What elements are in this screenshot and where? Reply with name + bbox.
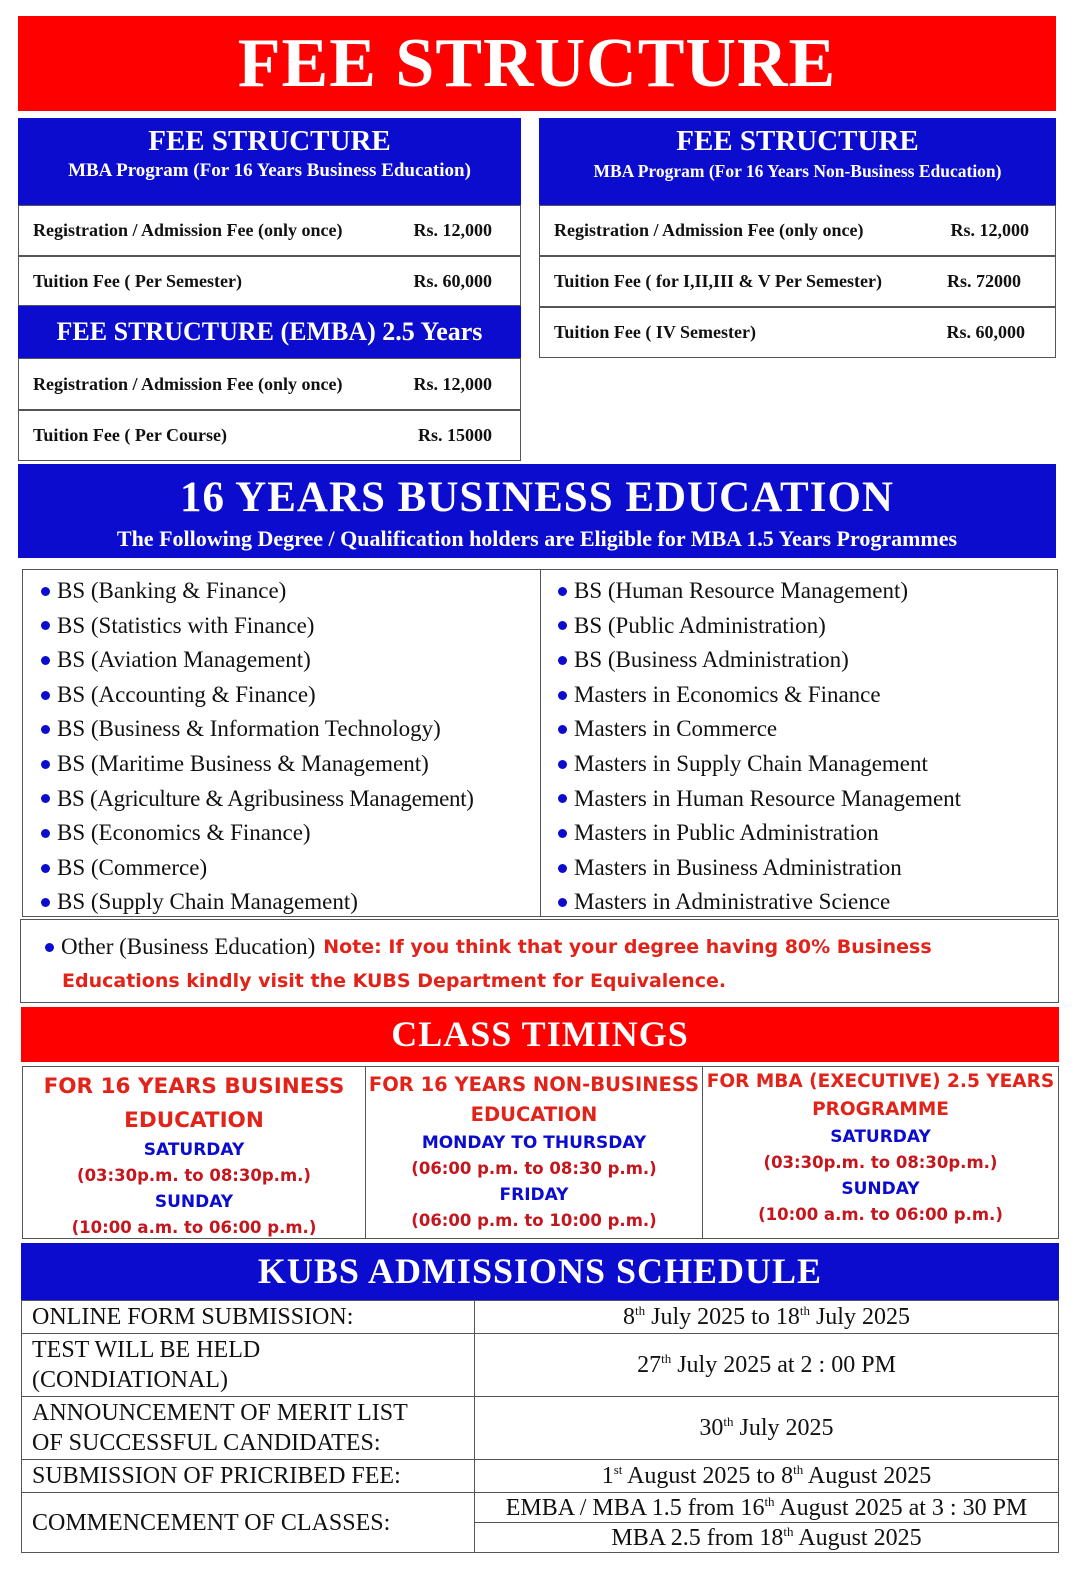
list-item [558, 712, 1057, 747]
business-education-header [18, 464, 1056, 558]
date-rest: August 2025 at 3 : 30 PM [779, 1494, 1028, 1521]
bullet-icon [41, 898, 50, 907]
fee-label: Registration / Admission Fee (only once) [33, 373, 343, 394]
fee-row [18, 205, 521, 256]
fee-label: Registration / Admission Fee (only once) [554, 220, 864, 240]
list-item [558, 782, 1057, 817]
schedule-label-line: ANNOUNCEMENT OF MERIT LIST [32, 1400, 408, 1426]
date-rest: August 2025 [798, 1524, 922, 1551]
schedule-label [22, 1334, 475, 1397]
business-education-subheading: The Following Degree / Qualification holders are Eligible for MBA 1.5 Years Programmes [116, 526, 958, 551]
fee-label: Tuition Fee ( for I,II,III & V Per Semester) [554, 271, 882, 291]
date-suffix: st [613, 1462, 623, 1477]
list-item [558, 851, 1057, 886]
bullet-icon [41, 794, 50, 803]
date-rest: July 2025 [815, 1304, 910, 1330]
list-item [558, 816, 1057, 851]
page-title: FEE STRUCTURE [18, 16, 1056, 111]
bullet-icon [558, 656, 567, 665]
fee-label: Registration / Admission Fee (only once) [33, 220, 343, 240]
date-rest: MBA 2.5 from [611, 1524, 754, 1551]
degree-label: BS (Commerce) [57, 854, 208, 880]
bullet-icon [41, 864, 50, 873]
list-item [558, 609, 1057, 644]
schedule-label: SUBMISSION OF PRICRIBED FEE: [22, 1460, 475, 1493]
degree-label: BS (Statistics with Finance) [57, 612, 315, 638]
date-day: 18 [759, 1524, 784, 1551]
schedule-label: COMMENCEMENT OF CLASSES: [22, 1493, 475, 1553]
date-rest: August 2025 [807, 1463, 932, 1489]
fee-mba-business-header [18, 118, 521, 205]
timing-business-day-1: SATURDAY [143, 1140, 245, 1160]
timing-non-business-heading-1: FOR 16 YEARS NON-BUSINESS [368, 1073, 700, 1096]
date-suffix: th [661, 1351, 672, 1366]
list-item [558, 643, 1057, 678]
degree-label: Masters in Human Resource Management [574, 785, 962, 811]
schedule-label-line: (CONDIATIONAL) [32, 1367, 228, 1393]
other-line [45, 930, 1058, 964]
fee-amount: Rs. 12,000 [950, 220, 1029, 240]
date-day: 16 [740, 1494, 765, 1521]
other-degree: Other (Business Education) [61, 934, 316, 959]
timing-executive-day-1: SATURDAY [830, 1127, 931, 1147]
date-day: 18 [775, 1304, 800, 1330]
degree-label: BS (Business & Information Technology) [57, 716, 441, 742]
timing-non-business [365, 1067, 702, 1238]
degree-label: BS (Business Administration) [574, 647, 849, 673]
timing-business-heading-2: EDUCATION [124, 1108, 264, 1133]
degree-label: BS (Public Administration) [574, 612, 826, 638]
date-suffix: th [783, 1523, 794, 1539]
timing-business [23, 1067, 365, 1238]
other-note-box [20, 919, 1059, 1003]
date-day: 27 [637, 1352, 662, 1378]
timing-executive-day-2: SUNDAY [841, 1179, 920, 1199]
list-item [41, 574, 540, 609]
fee-mba-non-business-subheading: MBA Program (For 16 Years Non-Business Education) [593, 161, 1002, 181]
date-rest: July 2025 to [651, 1304, 770, 1330]
degree-column-left [23, 570, 540, 916]
degree-label: BS (Agriculture & Agribusiness Management) [57, 785, 474, 811]
list-item [41, 747, 540, 782]
bullet-icon [558, 829, 567, 838]
bullet-icon [45, 943, 54, 952]
date-suffix: th [723, 1414, 734, 1429]
bullet-icon [41, 587, 50, 596]
equivalence-note-continued: Educations kindly visit the KUBS Department for Equivalence. [62, 970, 727, 992]
degree-column-right [540, 570, 1057, 916]
schedule-label-line: OF SUCCESSFUL CANDIDATES: [32, 1430, 381, 1456]
degree-label: BS (Banking & Finance) [57, 578, 287, 603]
list-item [41, 609, 540, 644]
fee-amount: Rs. 72000 [946, 271, 1021, 291]
schedule-label: ONLINE FORM SUBMISSION: [22, 1301, 475, 1334]
degree-label: Masters in Administrative Science [574, 889, 891, 915]
list-item [41, 712, 540, 747]
degree-list [22, 569, 1058, 917]
date-rest: EMBA / MBA 1.5 from [505, 1494, 735, 1521]
bullet-icon [558, 794, 567, 803]
bullet-icon [558, 587, 567, 596]
fee-row [539, 205, 1056, 256]
bullet-icon [41, 760, 50, 769]
degree-label: BS (Aviation Management) [57, 647, 311, 673]
bullet-icon [558, 725, 567, 734]
fee-row [18, 256, 521, 306]
list-item [558, 574, 1057, 609]
schedule-value [475, 1493, 1059, 1523]
admissions-schedule-table [21, 1300, 1059, 1553]
bullet-icon [41, 656, 50, 665]
timing-business-time-1: (03:30p.m. to 08:30p.m.) [77, 1166, 311, 1185]
date-suffix: th [799, 1303, 810, 1318]
fee-label: Tuition Fee ( Per Semester) [33, 270, 242, 291]
fee-emba-heading: FEE STRUCTURE (EMBA) 2.5 Years [18, 306, 521, 358]
date-day: 8 [623, 1304, 636, 1330]
degree-label: BS (Human Resource Management) [574, 578, 909, 603]
list-item [41, 851, 540, 886]
schedule-value [475, 1460, 1059, 1493]
bullet-icon [558, 691, 567, 700]
admissions-schedule-heading: KUBS ADMISSIONS SCHEDULE [21, 1243, 1059, 1300]
timing-executive [702, 1067, 1058, 1238]
fee-mba-non-business-heading: FEE STRUCTURE [676, 125, 919, 157]
degree-label: BS (Economics & Finance) [57, 820, 311, 846]
timing-non-business-time-2: (06:00 p.m. to 10:00 p.m.) [411, 1211, 657, 1230]
bullet-icon [41, 621, 50, 630]
timing-business-heading-1: FOR 16 YEARS BUSINESS [43, 1074, 345, 1099]
degree-label: Masters in Business Administration [574, 854, 902, 880]
list-item [558, 885, 1057, 920]
date-suffix: th [793, 1462, 804, 1477]
timing-non-business-day-1: MONDAY TO THURSDAY [421, 1133, 647, 1153]
date-day: 30 [699, 1415, 724, 1441]
class-timings-table [22, 1066, 1059, 1239]
degree-label: Masters in Public Administration [574, 820, 879, 846]
date-suffix: th [635, 1303, 646, 1318]
fee-row [18, 358, 521, 410]
fee-amount: Rs. 12,000 [413, 373, 492, 394]
schedule-label-line: TEST WILL BE HELD [32, 1337, 261, 1363]
date-rest: August 2025 to [627, 1463, 776, 1489]
fee-label: Tuition Fee ( Per Course) [33, 425, 227, 445]
bullet-icon [41, 829, 50, 838]
bullet-icon [41, 725, 50, 734]
timing-executive-heading-1: FOR MBA (EXECUTIVE) 2.5 YEARS [706, 1071, 1055, 1092]
degree-label: BS (Supply Chain Management) [57, 889, 358, 915]
timing-business-time-2: (10:00 a.m. to 06:00 p.m.) [71, 1218, 317, 1237]
timing-business-day-2: SUNDAY [154, 1192, 234, 1212]
fee-amount: Rs. 15000 [417, 425, 492, 445]
list-item [558, 747, 1057, 782]
date-rest: July 2025 [739, 1415, 834, 1441]
date-suffix: th [764, 1493, 775, 1509]
timing-executive-time-2: (10:00 a.m. to 06:00 p.m.) [758, 1205, 1003, 1224]
fee-amount: Rs. 12,000 [413, 220, 492, 240]
fee-mba-business-subheading: MBA Program (For 16 Years Business Education) [68, 160, 471, 181]
fee-mba-business-heading: FEE STRUCTURE [148, 125, 391, 157]
fee-row [539, 307, 1056, 358]
fee-label: Tuition Fee ( IV Semester) [554, 322, 756, 342]
table-row [22, 1460, 1059, 1493]
timing-non-business-day-2: FRIDAY [499, 1185, 569, 1205]
list-item [41, 782, 540, 817]
bullet-icon [558, 864, 567, 873]
degree-label: Masters in Commerce [574, 716, 778, 742]
schedule-value [475, 1334, 1059, 1397]
schedule-value [475, 1397, 1059, 1460]
table-row [22, 1397, 1059, 1460]
degree-label: BS (Accounting & Finance) [57, 681, 316, 707]
fee-amount: Rs. 60,000 [413, 270, 492, 291]
fee-amount: Rs. 60,000 [946, 322, 1025, 342]
list-item [558, 678, 1057, 713]
schedule-value [475, 1523, 1059, 1553]
schedule-label [22, 1397, 475, 1460]
timing-non-business-heading-2: EDUCATION [470, 1103, 598, 1126]
degree-label: Masters in Economics & Finance [574, 681, 881, 707]
bullet-icon [558, 898, 567, 907]
fee-row [539, 256, 1056, 307]
bullet-icon [558, 621, 567, 630]
list-item [41, 678, 540, 713]
bullet-icon [41, 691, 50, 700]
timing-executive-time-1: (03:30p.m. to 08:30p.m.) [763, 1153, 998, 1172]
class-timings-heading: CLASS TIMINGS [21, 1007, 1059, 1062]
table-row [22, 1334, 1059, 1397]
degree-label: Masters in Supply Chain Management [574, 750, 928, 776]
table-row [22, 1493, 1059, 1523]
fee-row [18, 410, 521, 461]
timing-executive-heading-2: PROGRAMME [812, 1099, 949, 1120]
schedule-value [475, 1301, 1059, 1334]
list-item [41, 643, 540, 678]
timing-non-business-time-1: (06:00 p.m. to 08:30 p.m.) [411, 1159, 657, 1178]
fee-mba-non-business-header [539, 118, 1056, 205]
equivalence-note: Note: If you think that your degree having 80% Business [323, 936, 932, 958]
date-day: 8 [781, 1463, 794, 1489]
date-rest: July 2025 at 2 : 00 PM [677, 1352, 896, 1378]
date-day: 1 [601, 1463, 614, 1489]
list-item [41, 816, 540, 851]
degree-label: BS (Maritime Business & Management) [57, 750, 429, 776]
business-education-heading: 16 YEARS BUSINESS EDUCATION [180, 474, 894, 521]
bullet-icon [558, 760, 567, 769]
table-row [22, 1301, 1059, 1334]
list-item [41, 885, 540, 920]
